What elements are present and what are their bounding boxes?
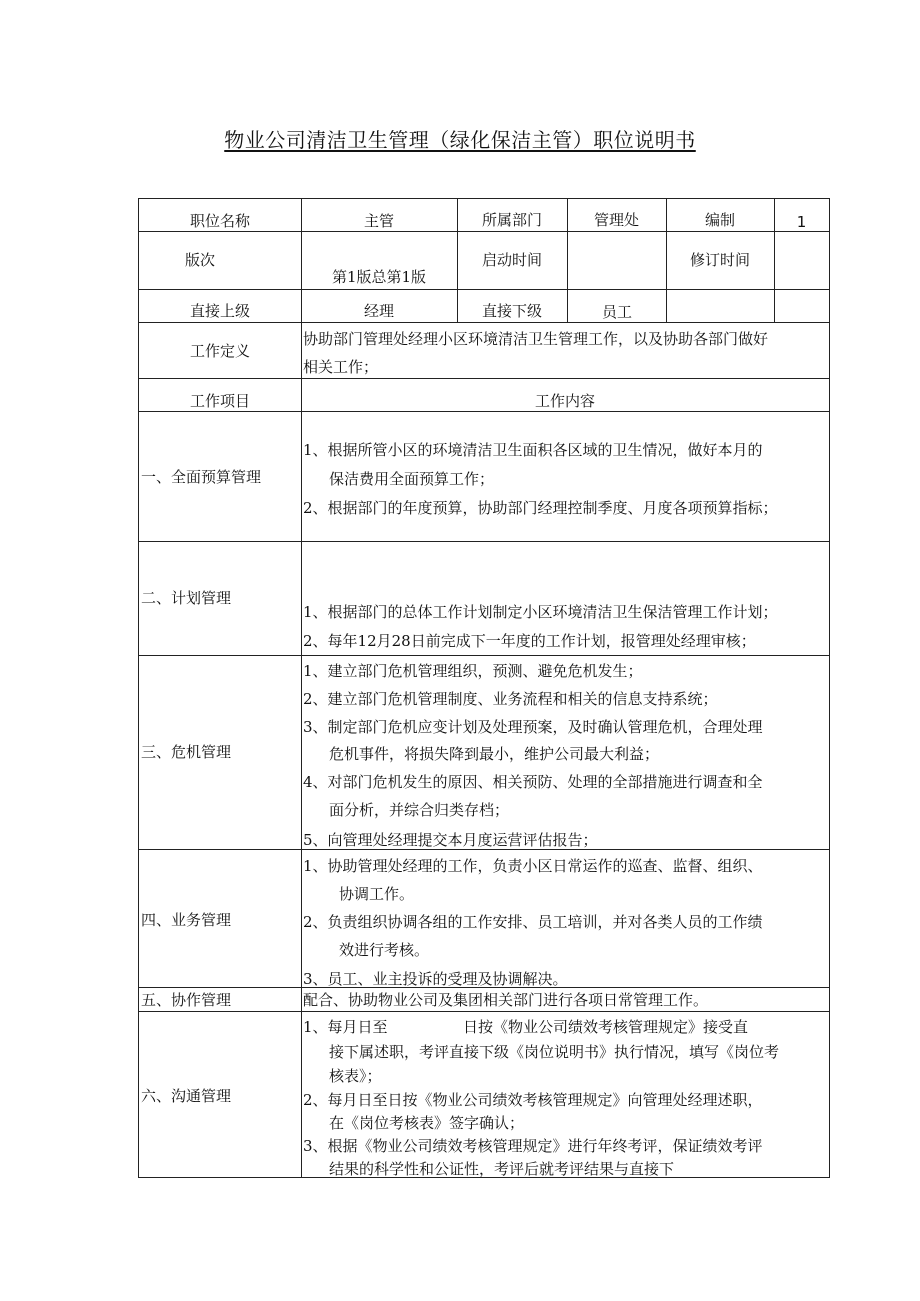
section-label: 二、计划管理 <box>141 589 232 607</box>
section-line: 在《岗位考核表》签字确认； <box>329 1114 525 1132</box>
section-label: 五、协作管理 <box>141 991 232 1009</box>
column-header-content: 工作内容 <box>534 392 595 410</box>
definition-label: 工作定义 <box>189 342 250 360</box>
section-line: 结果的科学性和公证性，考评后就考评结果与直接下 <box>329 1160 675 1178</box>
superior-value: 经理 <box>363 302 394 320</box>
section-line: 1、建立部门危机管理组织，预测、避免危机发生； <box>303 662 643 680</box>
section-line: 3、根据《物业公司绩效考核管理规定》进行年终考评，保证绩效考评 <box>303 1137 763 1155</box>
section-line: 接下属述职，考评直接下级《岗位说明书》执行情况，填写《岗位考 <box>329 1043 780 1061</box>
position-name-label: 职位名称 <box>189 212 250 230</box>
section-line: 日按《物业公司绩效考核管理规定》接受直 <box>463 1018 749 1036</box>
section-line: 危机事件，将损失降到最小，维护公司最大利益； <box>329 745 660 763</box>
department-value: 管理处 <box>593 211 639 229</box>
headcount-label: 编制 <box>704 211 735 229</box>
definition-line: 协助部门管理处经理小区环境清洁卫生管理工作，以及协助各部门做好 <box>303 330 769 348</box>
section-line: 3、制定部门危机应变计划及处理预案，及时确认管理危机，合理处理 <box>303 718 763 736</box>
section-line: 1、根据所管小区的环境清洁卫生面积各区域的卫生情况，做好本月的 <box>303 441 763 459</box>
row-divider <box>139 378 829 379</box>
row-divider <box>139 655 829 656</box>
section-label: 一、全面预算管理 <box>141 468 262 486</box>
section-line: 2、根据部门的年度预算，协助部门经理控制季度、月度各项预算指标； <box>303 499 778 517</box>
section-line: 2、建立部门危机管理制度、业务流程和相关的信息支持系统； <box>303 690 718 708</box>
section-line: 4、对部门危机发生的原因、相关预防、处理的全部措施进行调查和全 <box>303 773 763 791</box>
section-line: 2、每年12月28日前完成下一年度的工作计划，报管理处经理审核； <box>303 632 756 650</box>
section-line: 面分析，并综合归类存档； <box>329 801 510 819</box>
section-line: 2、负责组织协调各组的工作安排、员工培训，并对各类人员的工作绩 <box>303 913 763 931</box>
superior-label: 直接上级 <box>189 302 250 320</box>
section-label: 四、业务管理 <box>141 911 232 929</box>
col-divider <box>301 199 302 1177</box>
section-line: 保洁费用全面预算工作； <box>329 470 495 488</box>
subordinate-label: 直接下级 <box>481 302 542 320</box>
version-value: 第1版总第1版 <box>331 268 427 286</box>
document-title: 物业公司清洁卫生管理（绿化保洁主管）职位说明书 <box>224 128 696 152</box>
row-divider <box>139 289 829 290</box>
row-divider <box>139 411 829 412</box>
section-line: 1、根据部门的总体工作计划制定小区环境清洁卫生保洁管理工作计划； <box>303 603 778 621</box>
row-divider <box>139 322 829 323</box>
section-line: 协调工作。 <box>339 885 415 903</box>
section-line: 1、协助管理处经理的工作，负责小区日常运作的巡查、监督、组织、 <box>303 857 763 875</box>
row-divider <box>139 849 829 850</box>
position-name-value: 主管 <box>363 212 394 230</box>
section-label: 三、危机管理 <box>141 743 232 761</box>
section-line: 3、员工、业主投诉的受理及协调解决。 <box>303 970 568 988</box>
headcount-value: 1 <box>796 213 807 231</box>
job-description-table <box>138 198 830 1178</box>
row-divider <box>139 541 829 542</box>
section-line: 效进行考核。 <box>339 941 430 959</box>
section-label: 六、沟通管理 <box>141 1087 232 1105</box>
section-line: 核表》； <box>329 1067 382 1085</box>
start-time-label: 启动时间 <box>481 251 542 269</box>
row-divider <box>139 231 829 232</box>
section-line: 2、每月日至日按《物业公司绩效考核管理规定》向管理处经理述职， <box>303 1091 763 1109</box>
definition-line: 相关工作； <box>303 358 379 376</box>
section-line: 1、每月日至 <box>303 1018 388 1036</box>
version-label: 版次 <box>185 251 216 269</box>
subordinate-value: 员工 <box>602 303 633 321</box>
section-line: 配合、协助物业公司及集团相关部门进行各项日常管理工作。 <box>303 991 709 1009</box>
department-label: 所属部门 <box>481 211 542 229</box>
section-line: 5、向管理处经理提交本月度运营评估报告； <box>303 831 598 849</box>
row-divider <box>139 1011 829 1012</box>
column-header-item: 工作项目 <box>189 392 250 410</box>
revision-time-label: 修订时间 <box>689 251 750 269</box>
